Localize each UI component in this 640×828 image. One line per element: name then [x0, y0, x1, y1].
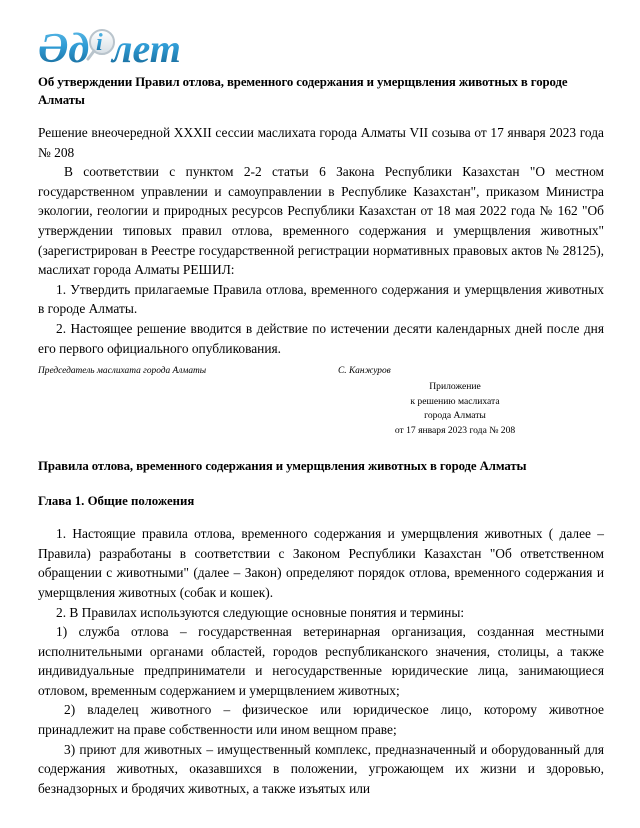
rules-item-2: 2. В Правилах используются следующие основные понятия и термины: — [56, 604, 465, 620]
page-title: Об утверждении Правил отлова, временного содержания и умерщвления животных в городе Алматы — [38, 75, 568, 107]
adilet-logo[interactable] — [38, 26, 188, 72]
decision-item-1: 1. Утвердить прилагаемые Правила отлова, временного содержания и умерщвления животных в городе Алматы. — [38, 281, 604, 317]
site-logo[interactable] — [38, 0, 604, 72]
appendix-line-3: города Алматы — [424, 410, 486, 422]
signatory-name: С. Канжуров — [338, 366, 391, 377]
decision-line: Решение внеочередной XXXII сессии маслихата города Алматы VII созыва от 17 января 2023 года № 208 — [38, 125, 604, 160]
term-definition-3: 3) приют для животных – имущественный комплекс, предназначенный и оборудованный для содержания животных, оказавшихся в положении, угрожающем их жизни и здоровью, безнадзорных и бродячих животных, а также изъятых или — [38, 741, 604, 796]
appendix-line-1: Приложение — [429, 381, 481, 393]
preamble-paragraph: В соответствии с пунктом 2-2 статьи 6 Закона Республики Казахстан "О местном государственном управлении и самоуправлении в Республике Казахстан", приказом Министра экологии, геологии и природных ресурсов Республики Казахстан от 18 мая 2022 года № 162 "Об утверждении типовых правил отлова, временного содержания и умерщвления животных" (зарегистрирован в Реестре государственной регистрации нормативных правовых актов № 28125), маслихат города Алматы РЕШИЛ: — [38, 164, 604, 278]
logo-letter-i: i — [96, 30, 103, 56]
logo-wordmark: Әд — [38, 26, 90, 72]
appendix-line-4: от 17 января 2023 года № 208 — [394, 424, 516, 436]
signature-row — [38, 364, 604, 378]
rules-item-1: 1. Настоящие правила отлова, временного содержания и умерщвления животных ( далее – Правила) разработаны в соответствии с Законом Республики Казахстан "Об ответственном обращении с животными" (далее – Закон) определяют порядок отлова, временного содержания и умерщвления животных (собак и кошек). — [38, 526, 604, 600]
logo-wordmark-tail: лет — [112, 26, 181, 71]
decision-item-2: 2. Настоящее решение вводится в действие по истечении десяти календарных дней после дня его первого официального опубликования. — [38, 320, 604, 356]
rules-title: Правила отлова, временного содержания и умерщвления животных в городе Алматы — [38, 459, 527, 474]
appendix-line-2: к решению маслихата — [410, 395, 500, 407]
adilet-logo-svg — [38, 26, 188, 72]
chapter-1-title: Глава 1. Общие положения — [38, 494, 195, 509]
term-definition-2: 2) владелец животного – физическое или юридическое лицо, которому животное принадлежит на праве собственности или ином вещном праве; — [38, 702, 604, 738]
signatory-role: Председатель маслихата города Алматы — [38, 366, 207, 377]
appendix-block — [38, 380, 604, 438]
term-definition-1: 1) служба отлова – государственная ветеринарная организация, созданная местными исполнительными органами областей, городов республиканского значения, столицы, а также индивидуальные предприниматели и негосударственные юридические лица, занимающиеся отловом, временным содержанием и умерщвлением животных; — [38, 624, 604, 698]
